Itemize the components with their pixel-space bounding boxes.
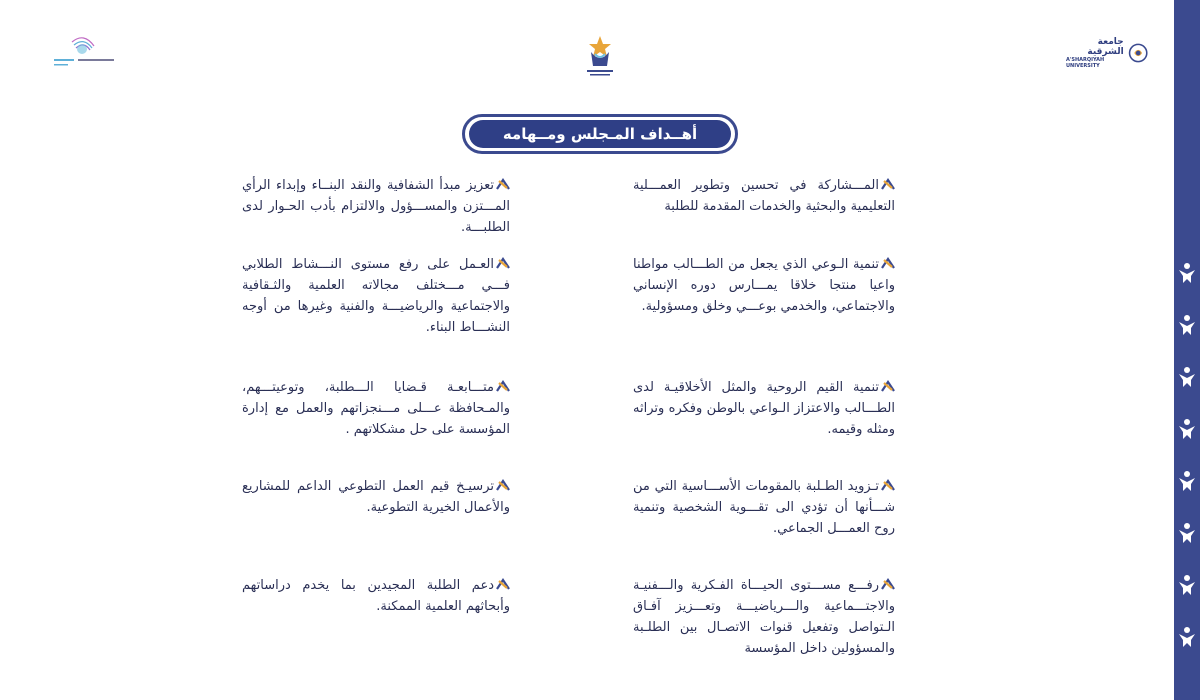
goal-bullet-icon — [496, 257, 510, 269]
university-emblem-icon — [1128, 40, 1148, 66]
goal-bullet-icon — [496, 178, 510, 190]
people-icon — [1177, 522, 1197, 544]
goal-text: العـمل على رفع مستوى النـــشاط الطلابي فـــي مـــختلف مجالاته العلمية والثـقافية والاجتماعية والرياضيـــة والفنية وغيرها من أوجه النشـــاط البناء. — [242, 257, 510, 335]
goal-text: تنمية الـوعي الذي يجعل من الطـــالب مواطنا واعيا منتجا خلاقا يمـــارس دوره الإنساني والاجتماعي، والخدمي بوعـــي وخلق ومسؤولية. — [633, 257, 895, 314]
goal-bullet-icon — [496, 380, 510, 392]
section-title-text: أهــداف المـجلس ومــهامه — [469, 120, 731, 148]
goal-item — [633, 377, 895, 440]
goal-item — [242, 175, 510, 238]
section-title — [462, 114, 738, 154]
people-icon — [1177, 626, 1197, 648]
goal-item — [633, 254, 895, 317]
goal-bullet-icon — [881, 380, 895, 392]
goal-text: دعم الطلبة المجيدين بما يخدم دراساتهم وأبحاثهم العلمية الممكنة. — [242, 578, 510, 614]
people-icon — [1177, 418, 1197, 440]
goal-bullet-icon — [881, 257, 895, 269]
student-council-logo — [575, 30, 625, 80]
goal-bullet-icon — [881, 178, 895, 190]
goal-bullet-icon — [496, 479, 510, 491]
goal-item — [242, 476, 510, 518]
university-name-arabic: جامعة الشرقية — [1087, 37, 1124, 57]
goal-bullet-icon — [881, 578, 895, 590]
goal-bullet-icon — [881, 479, 895, 491]
decorative-side-bar — [1174, 0, 1200, 700]
university-logo — [1066, 38, 1148, 68]
goal-item — [633, 476, 895, 539]
goal-item — [242, 254, 510, 338]
people-icon — [1177, 470, 1197, 492]
people-icon — [1177, 262, 1197, 284]
goal-item — [633, 175, 895, 217]
goal-item — [633, 575, 895, 659]
partner-logo — [50, 32, 120, 72]
goal-text: المـــشاركة في تحسين وتطوير العمـــلية التعليمية والبحثية والخدمات المقدمة للطلبة — [633, 178, 895, 214]
goal-text: تنمية القيم الروحية والمثل الأخلاقيـة لدى الطـــالب والاعتزاز الـواعي بالوطن وفكره وتراثه ومثله وقيمه. — [633, 380, 895, 437]
people-icon — [1177, 574, 1197, 596]
goal-item — [242, 377, 510, 440]
goal-item — [242, 575, 510, 617]
people-icon — [1177, 366, 1197, 388]
people-icon — [1177, 314, 1197, 336]
goal-bullet-icon — [496, 578, 510, 590]
university-name-english: A'SHARQIYAH UNIVERSITY — [1066, 57, 1105, 69]
goal-text: تـزويد الطـلبة بالمقومات الأســـاسية التي من شـــأنها أن تؤدي الى تقـــوية الشخصية وتنمية روح العمـــل الجماعي. — [633, 479, 895, 536]
goal-text: تعزيز مبدأ الشفافية والنقد البنــاء وإبداء الرأي المـــتزن والمســـؤول والالتزام بأدب الحـوار لدى الطلبـــة. — [242, 178, 510, 235]
goal-text: متـــابعـة قـضايا الـــطلبة، وتوعيتـــهم، والمـحافظة عـــلى مـــنجزاتهم والعمل مع إدارة المؤسسة على حل مشكلاتهم . — [242, 380, 510, 437]
goal-text: رفـــع مســـتوى الحيـــاة الفـكرية والـــفنيـة والاجتـــماعية والـــرياضيـــة وتعـــزيز آفـاق الـتواصل وتفعيل قنوات الاتصـال بين الطلـبة والمسؤولين داخل المؤسسة — [633, 578, 895, 656]
goal-text: ترسيـخ قيم العمل التطوعي الداعم للمشاريع والأعمال الخيرية التطوعية. — [242, 479, 510, 515]
